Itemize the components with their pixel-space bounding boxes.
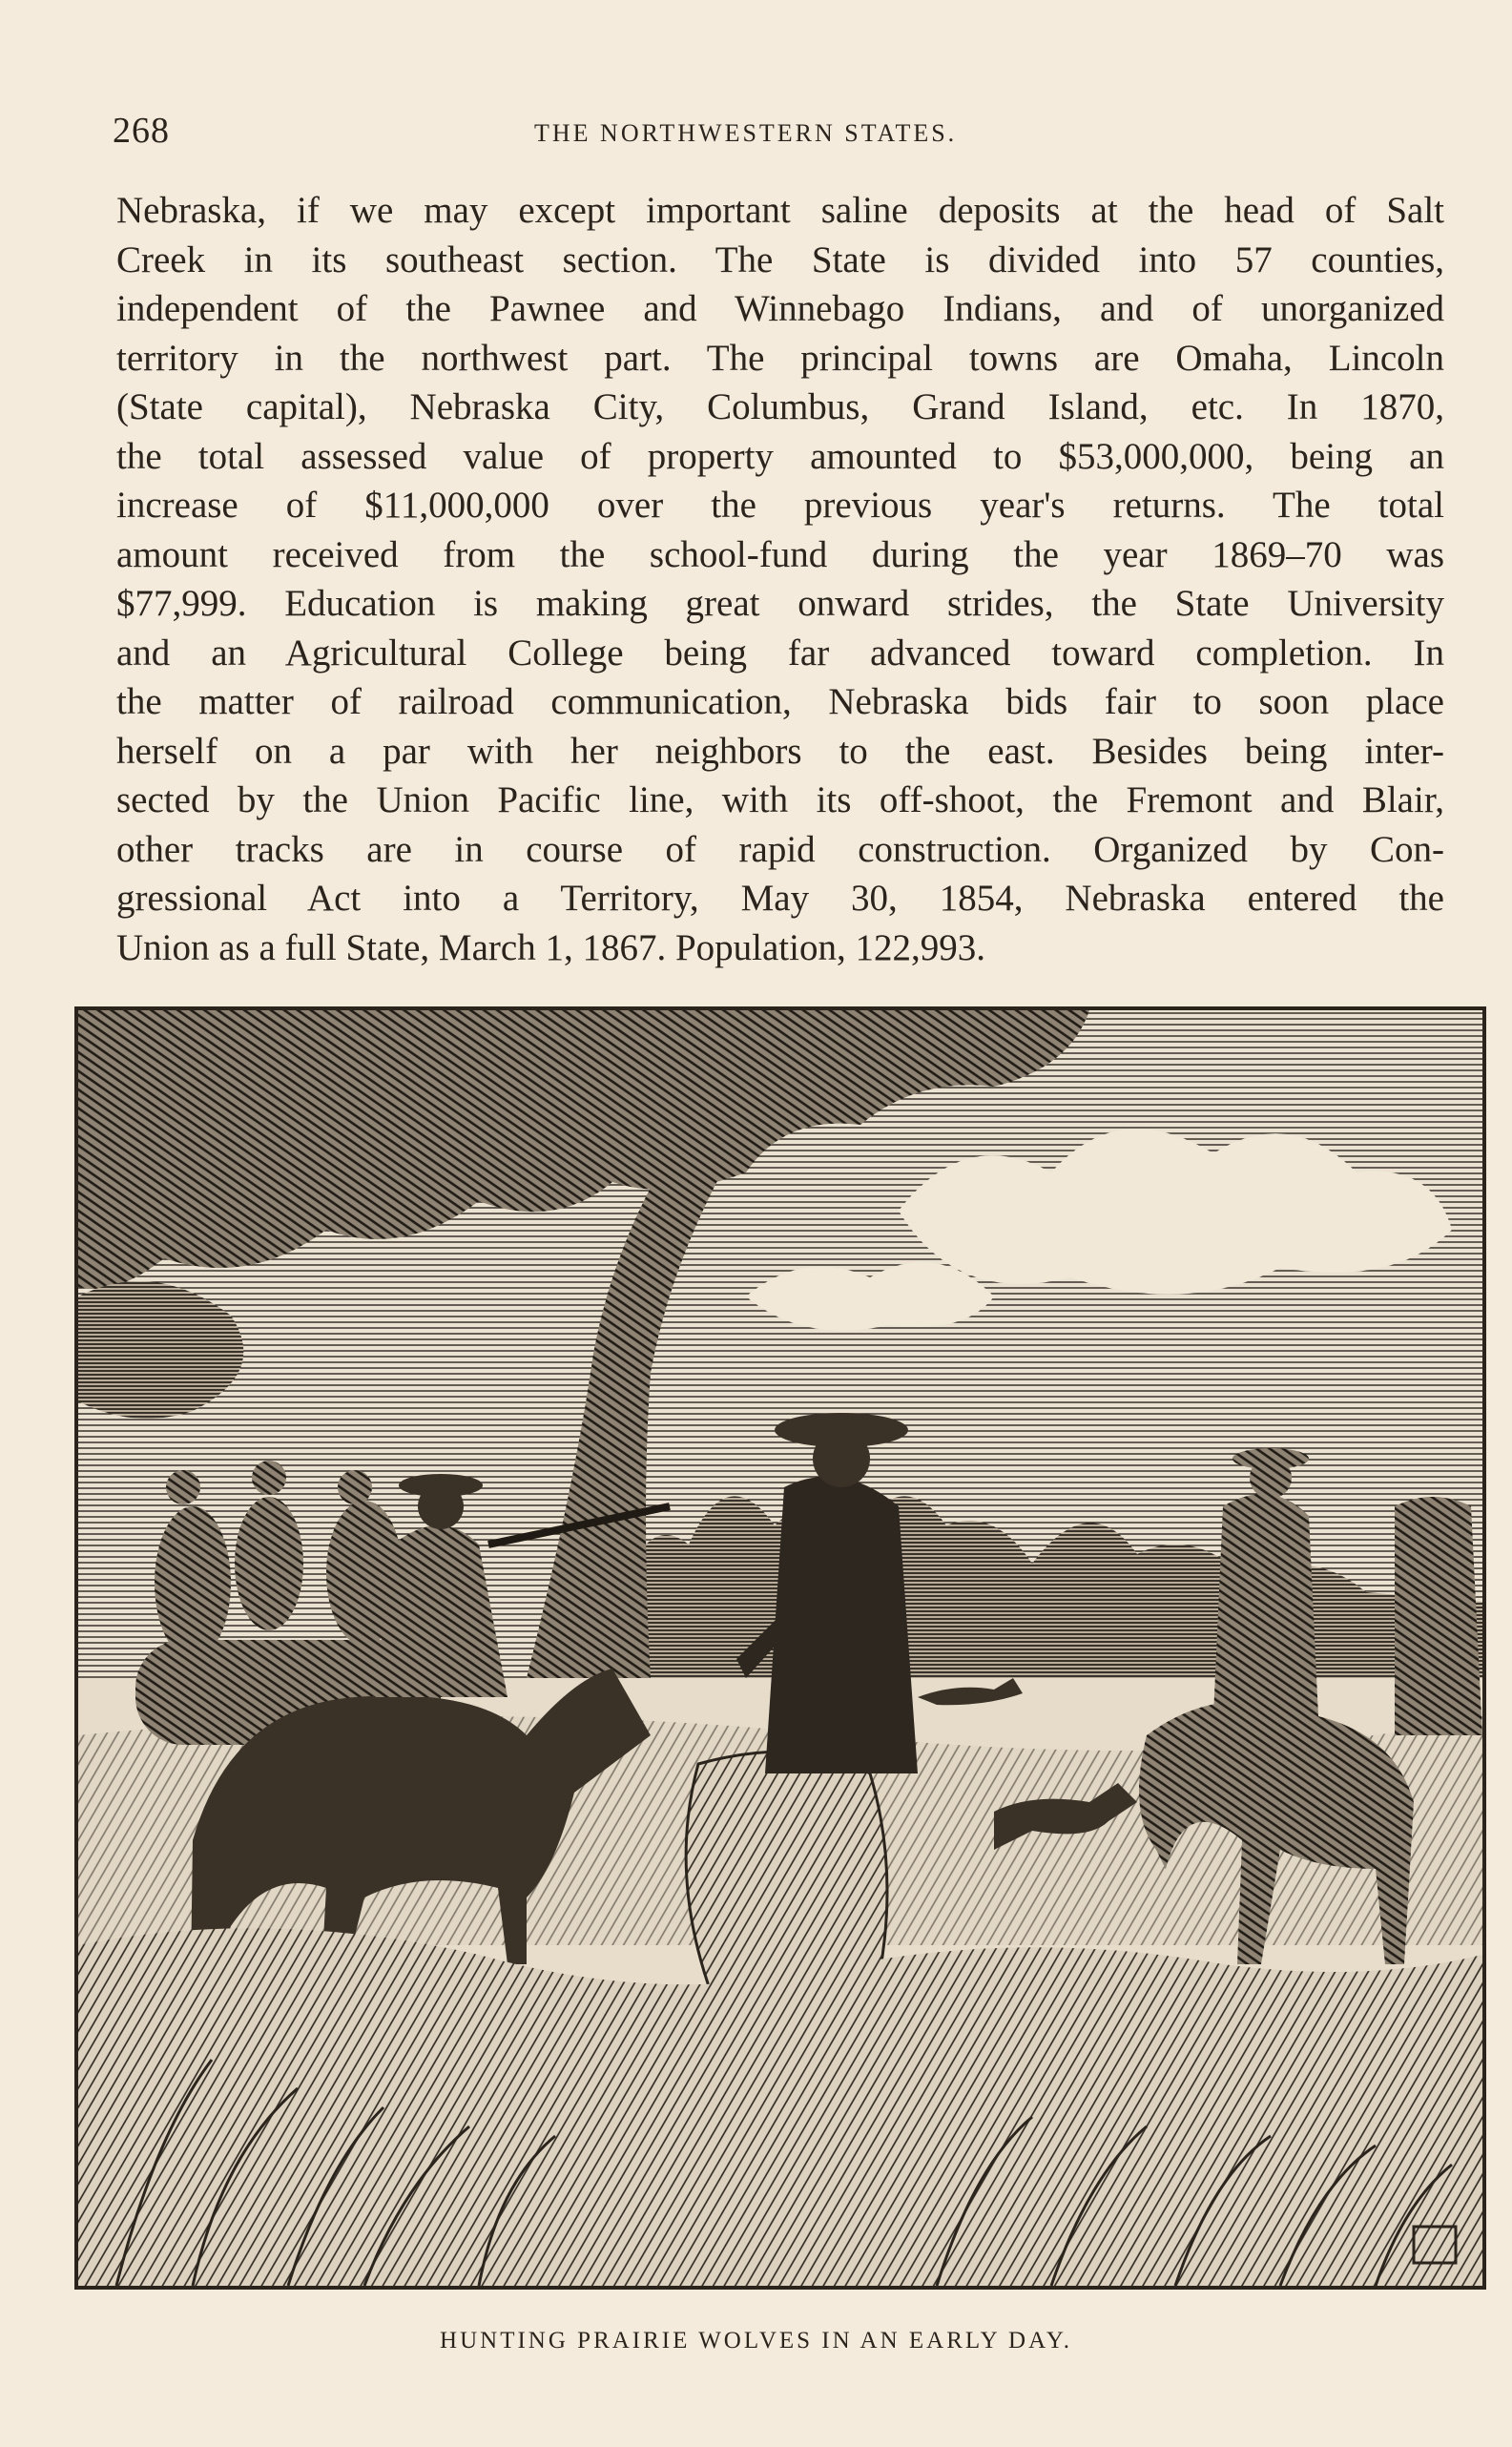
body-line: the matter of railroad communication, Nebraska bids fair to soon place: [116, 681, 1444, 722]
body-line: and an Agricultural College being far advanced toward completion. In: [116, 632, 1444, 674]
illustration-caption: HUNTING PRAIRIE WOLVES IN AN EARLY DAY.: [440, 2328, 1072, 2354]
body-line: independent of the Pawnee and Winnebago Indians, and of unorganized: [116, 288, 1444, 329]
body-line: amount received from the school-fund during the year 1869–70 was: [116, 533, 1444, 575]
running-head: THE NORTHWESTERN STATES.: [534, 119, 958, 147]
body-line: increase of $11,000,000 over the previous year's returns. The total: [116, 485, 1444, 526]
body-line: $77,999. Education is making great onward strides, the State University: [116, 583, 1444, 624]
body-line: Creek in its southeast section. The State is divided into 57 counties,: [116, 238, 1444, 280]
engraving-drawing: [78, 1010, 1482, 2286]
body-line: gressional Act into a Territory, May 30, 1854, Nebraska entered the: [116, 878, 1444, 919]
page-number: 268: [113, 111, 170, 151]
foreground-grass: [78, 1928, 1482, 2286]
body-line: Nebraska, if we may except important saline deposits at the head of Salt: [116, 190, 1444, 231]
body-line: herself on a par with her neighbors to the east. Besides being inter-: [116, 730, 1444, 772]
engraving-illustration: [74, 1006, 1486, 2290]
body-line: other tracks are in course of rapid construction. Organized by Con-: [116, 828, 1444, 870]
body-line: sected by the Union Pacific line, with its off-shoot, the Fremont and Blair,: [116, 779, 1444, 820]
body-line: Union as a full State, March 1, 1867. Population, 122,993.: [116, 926, 985, 968]
body-line: (State capital), Nebraska City, Columbus, Grand Island, etc. In 1870,: [116, 386, 1444, 427]
body-line: territory in the northwest part. The principal towns are Omaha, Lincoln: [116, 337, 1444, 379]
body-line: the total assessed value of property amounted to $53,000,000, being an: [116, 435, 1444, 477]
body-text: [116, 186, 1444, 972]
